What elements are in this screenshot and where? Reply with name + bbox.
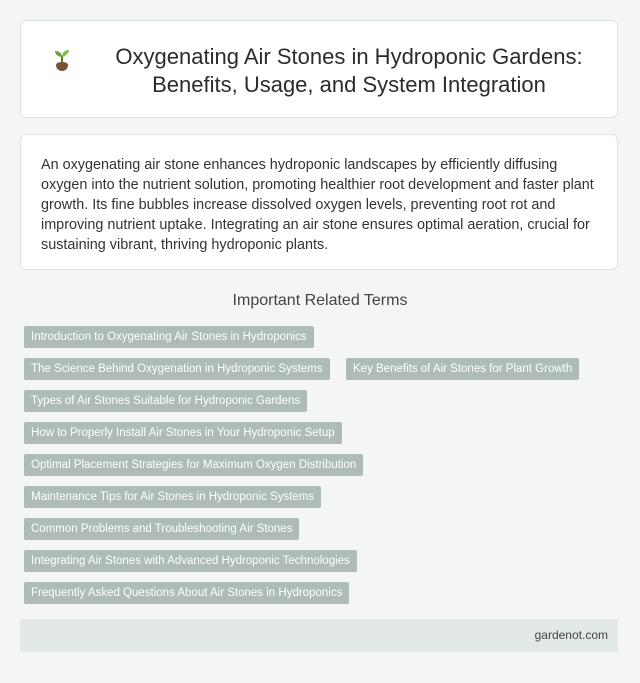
related-term-tag[interactable]: Common Problems and Troubleshooting Air Stones: [24, 518, 299, 540]
footer-bar: [20, 619, 618, 652]
title-card: [20, 20, 618, 118]
summary-card: [20, 134, 618, 270]
related-terms-heading: Important Related Terms: [232, 292, 408, 309]
summary-text: An oxygenating air stone enhances hydroponic landscapes by efficiently diffusing oxygen into the nutrient solution, promoting healthier root development and faster plant growth. Its fine bubbles increase dissolved oxygen levels, preventing root rot and improving nutrient uptake. Integrating an air stone ensures optimal aeration, crucial for sustaining vibrant, thriving hydroponic plants.: [41, 157, 594, 253]
footer-site-link[interactable]: gardenot.com: [534, 628, 608, 642]
related-term-tag[interactable]: Integrating Air Stones with Advanced Hydroponic Technologies: [24, 550, 357, 572]
related-term-tag[interactable]: Frequently Asked Questions About Air Stones in Hydroponics: [24, 582, 349, 604]
page-title: Oxygenating Air Stones in Hydroponic Gardens: Benefits, Usage, and System Integration: [115, 44, 583, 97]
related-term-tag[interactable]: How to Properly Install Air Stones in Your Hydroponic Setup: [24, 422, 342, 444]
related-term-tag[interactable]: Introduction to Oxygenating Air Stones in Hydroponics: [24, 326, 314, 348]
related-term-tag[interactable]: Types of Air Stones Suitable for Hydroponic Gardens: [24, 390, 307, 412]
related-term-tag[interactable]: Key Benefits of Air Stones for Plant Growth: [346, 358, 579, 380]
related-term-tag[interactable]: The Science Behind Oxygenation in Hydroponic Systems: [24, 358, 330, 380]
related-term-tag[interactable]: Maintenance Tips for Air Stones in Hydroponic Systems: [24, 486, 321, 508]
related-term-tag[interactable]: Optimal Placement Strategies for Maximum Oxygen Distribution: [24, 454, 363, 476]
